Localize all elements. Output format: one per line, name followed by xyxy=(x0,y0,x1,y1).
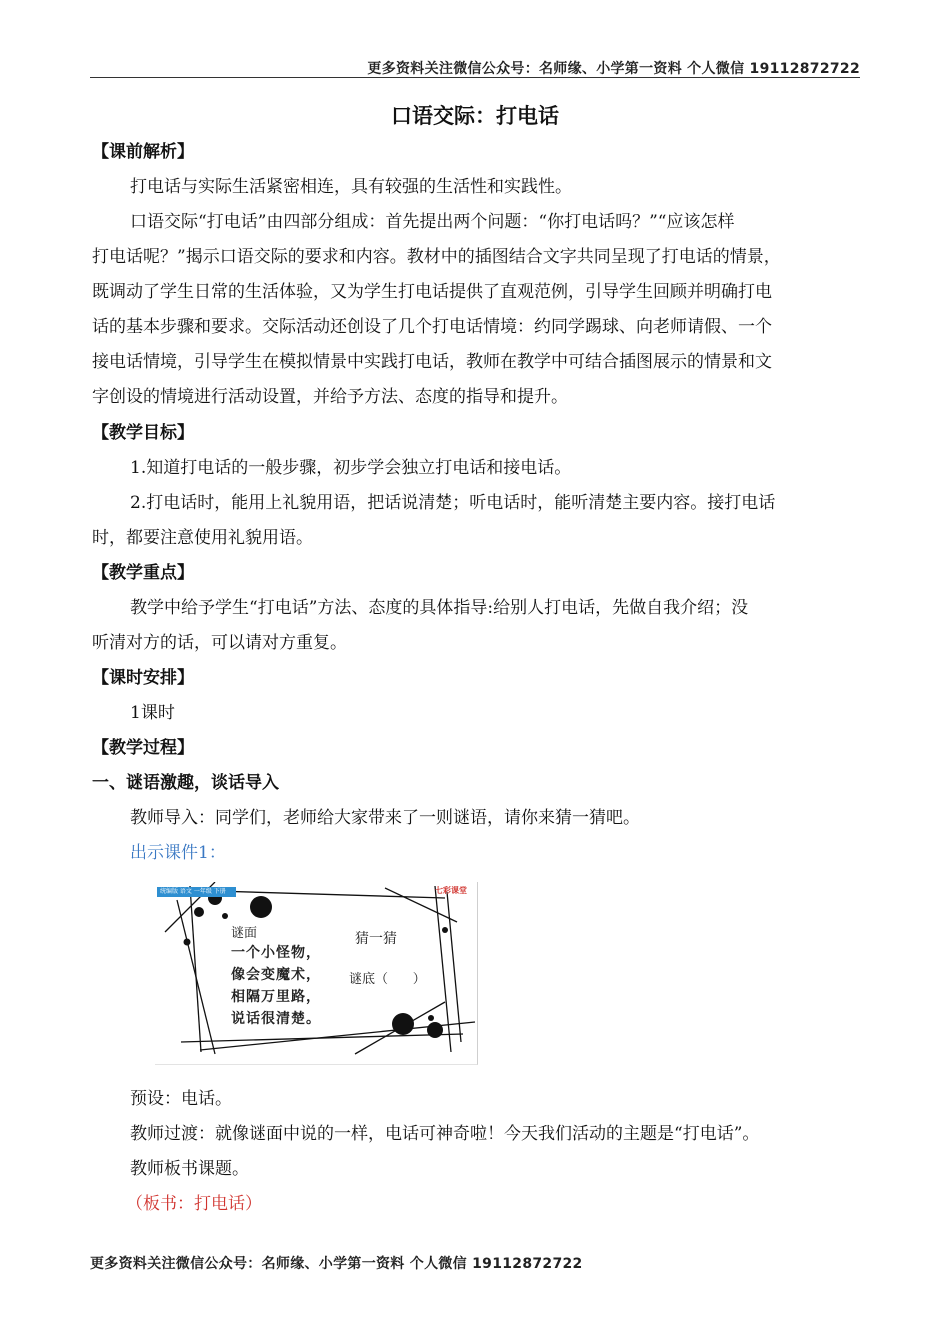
page-footer: 更多资料关注微信公众号：名师缘、小学第一资料 个人微信 19112872722 xyxy=(90,1256,583,1272)
page-title: 口语交际：打电话 xyxy=(391,104,559,128)
riddle-line: 相隔万里路， xyxy=(231,989,321,1005)
schedule-text: 1课时 xyxy=(130,703,175,723)
section-process: 【教学过程】 xyxy=(92,738,194,758)
section-focus: 【教学重点】 xyxy=(92,563,194,583)
riddle-label: 谜面 xyxy=(231,926,258,941)
analysis-line: 打电话呢？”揭示口语交际的要求和内容。教材中的插图结合文字共同呈现了打电话的情景， xyxy=(92,247,781,267)
focus-line: 听清对方的话，可以请对方重复。 xyxy=(92,633,347,653)
slide-tag: 统编版 语文 一年级 下册 xyxy=(157,887,236,897)
analysis-line: 口语交际“打电话”由四部分组成：首先提出两个问题：“你打电话吗？”“应该怎样 xyxy=(130,212,735,232)
riddle-line: 说话很清楚。 xyxy=(231,1011,321,1027)
step1-heading: 一、谜语激趣，谈话导入 xyxy=(92,773,279,793)
analysis-line: 接电话情境，引导学生在模拟情景中实践打电话，教师在教学中可结合插图展示的情景和文 xyxy=(92,352,772,372)
courseware-slide xyxy=(155,882,478,1065)
riddle-line: 一个小怪物， xyxy=(231,945,321,961)
preset-answer: 预设：电话。 xyxy=(130,1089,232,1109)
analysis-line: 打电话与实际生活紧密相连，具有较强的生活性和实践性。 xyxy=(130,177,572,197)
board-writing: （板书：打电话） xyxy=(126,1194,262,1214)
section-analysis: 【课前解析】 xyxy=(92,142,194,162)
section-schedule: 【课时安排】 xyxy=(92,668,194,688)
courseware-label: 出示课件1： xyxy=(130,843,226,863)
goal-line: 1.知道打电话的一般步骤，初步学会独立打电话和接电话。 xyxy=(130,458,572,478)
analysis-line: 字创设的情境进行活动设置，并给予方法、态度的指导和提升。 xyxy=(92,387,568,407)
header-rule xyxy=(90,77,860,78)
riddle-line: 像会变魔术， xyxy=(231,967,321,983)
teacher-transition: 教师过渡：就像谜面中说的一样，电话可神奇啦！今天我们活动的主题是“打电话”。 xyxy=(130,1124,760,1144)
riddle-answer: 谜底（ ） xyxy=(349,972,426,987)
goal-line: 2.打电话时，能用上礼貌用语，把话说清楚；听电话时，能听清楚主要内容。接打电话 xyxy=(130,493,776,513)
page-header: 更多资料关注微信公众号：名师缘、小学第一资料 个人微信 19112872722 xyxy=(367,61,860,77)
teacher-intro: 教师导入：同学们，老师给大家带来了一则谜语，请你来猜一猜吧。 xyxy=(130,808,640,828)
analysis-line: 话的基本步骤和要求。交际活动还创设了几个打电话情境：约同学踢球、向老师请假、一个 xyxy=(92,317,772,337)
slide-brand-logo: 七彩课堂 xyxy=(435,886,467,895)
section-goals: 【教学目标】 xyxy=(92,423,194,443)
analysis-line: 既调动了学生日常的生活体验，又为学生打电话提供了直观范例，引导学生回顾并明确打电 xyxy=(92,282,772,302)
goal-line: 时，都要注意使用礼貌用语。 xyxy=(92,528,313,548)
focus-line: 教学中给予学生“打电话”方法、态度的具体指导:给别人打电话，先做自我介绍；没 xyxy=(130,598,749,618)
board-note: 教师板书课题。 xyxy=(130,1159,249,1179)
guess-title: 猜一猜 xyxy=(355,931,397,947)
